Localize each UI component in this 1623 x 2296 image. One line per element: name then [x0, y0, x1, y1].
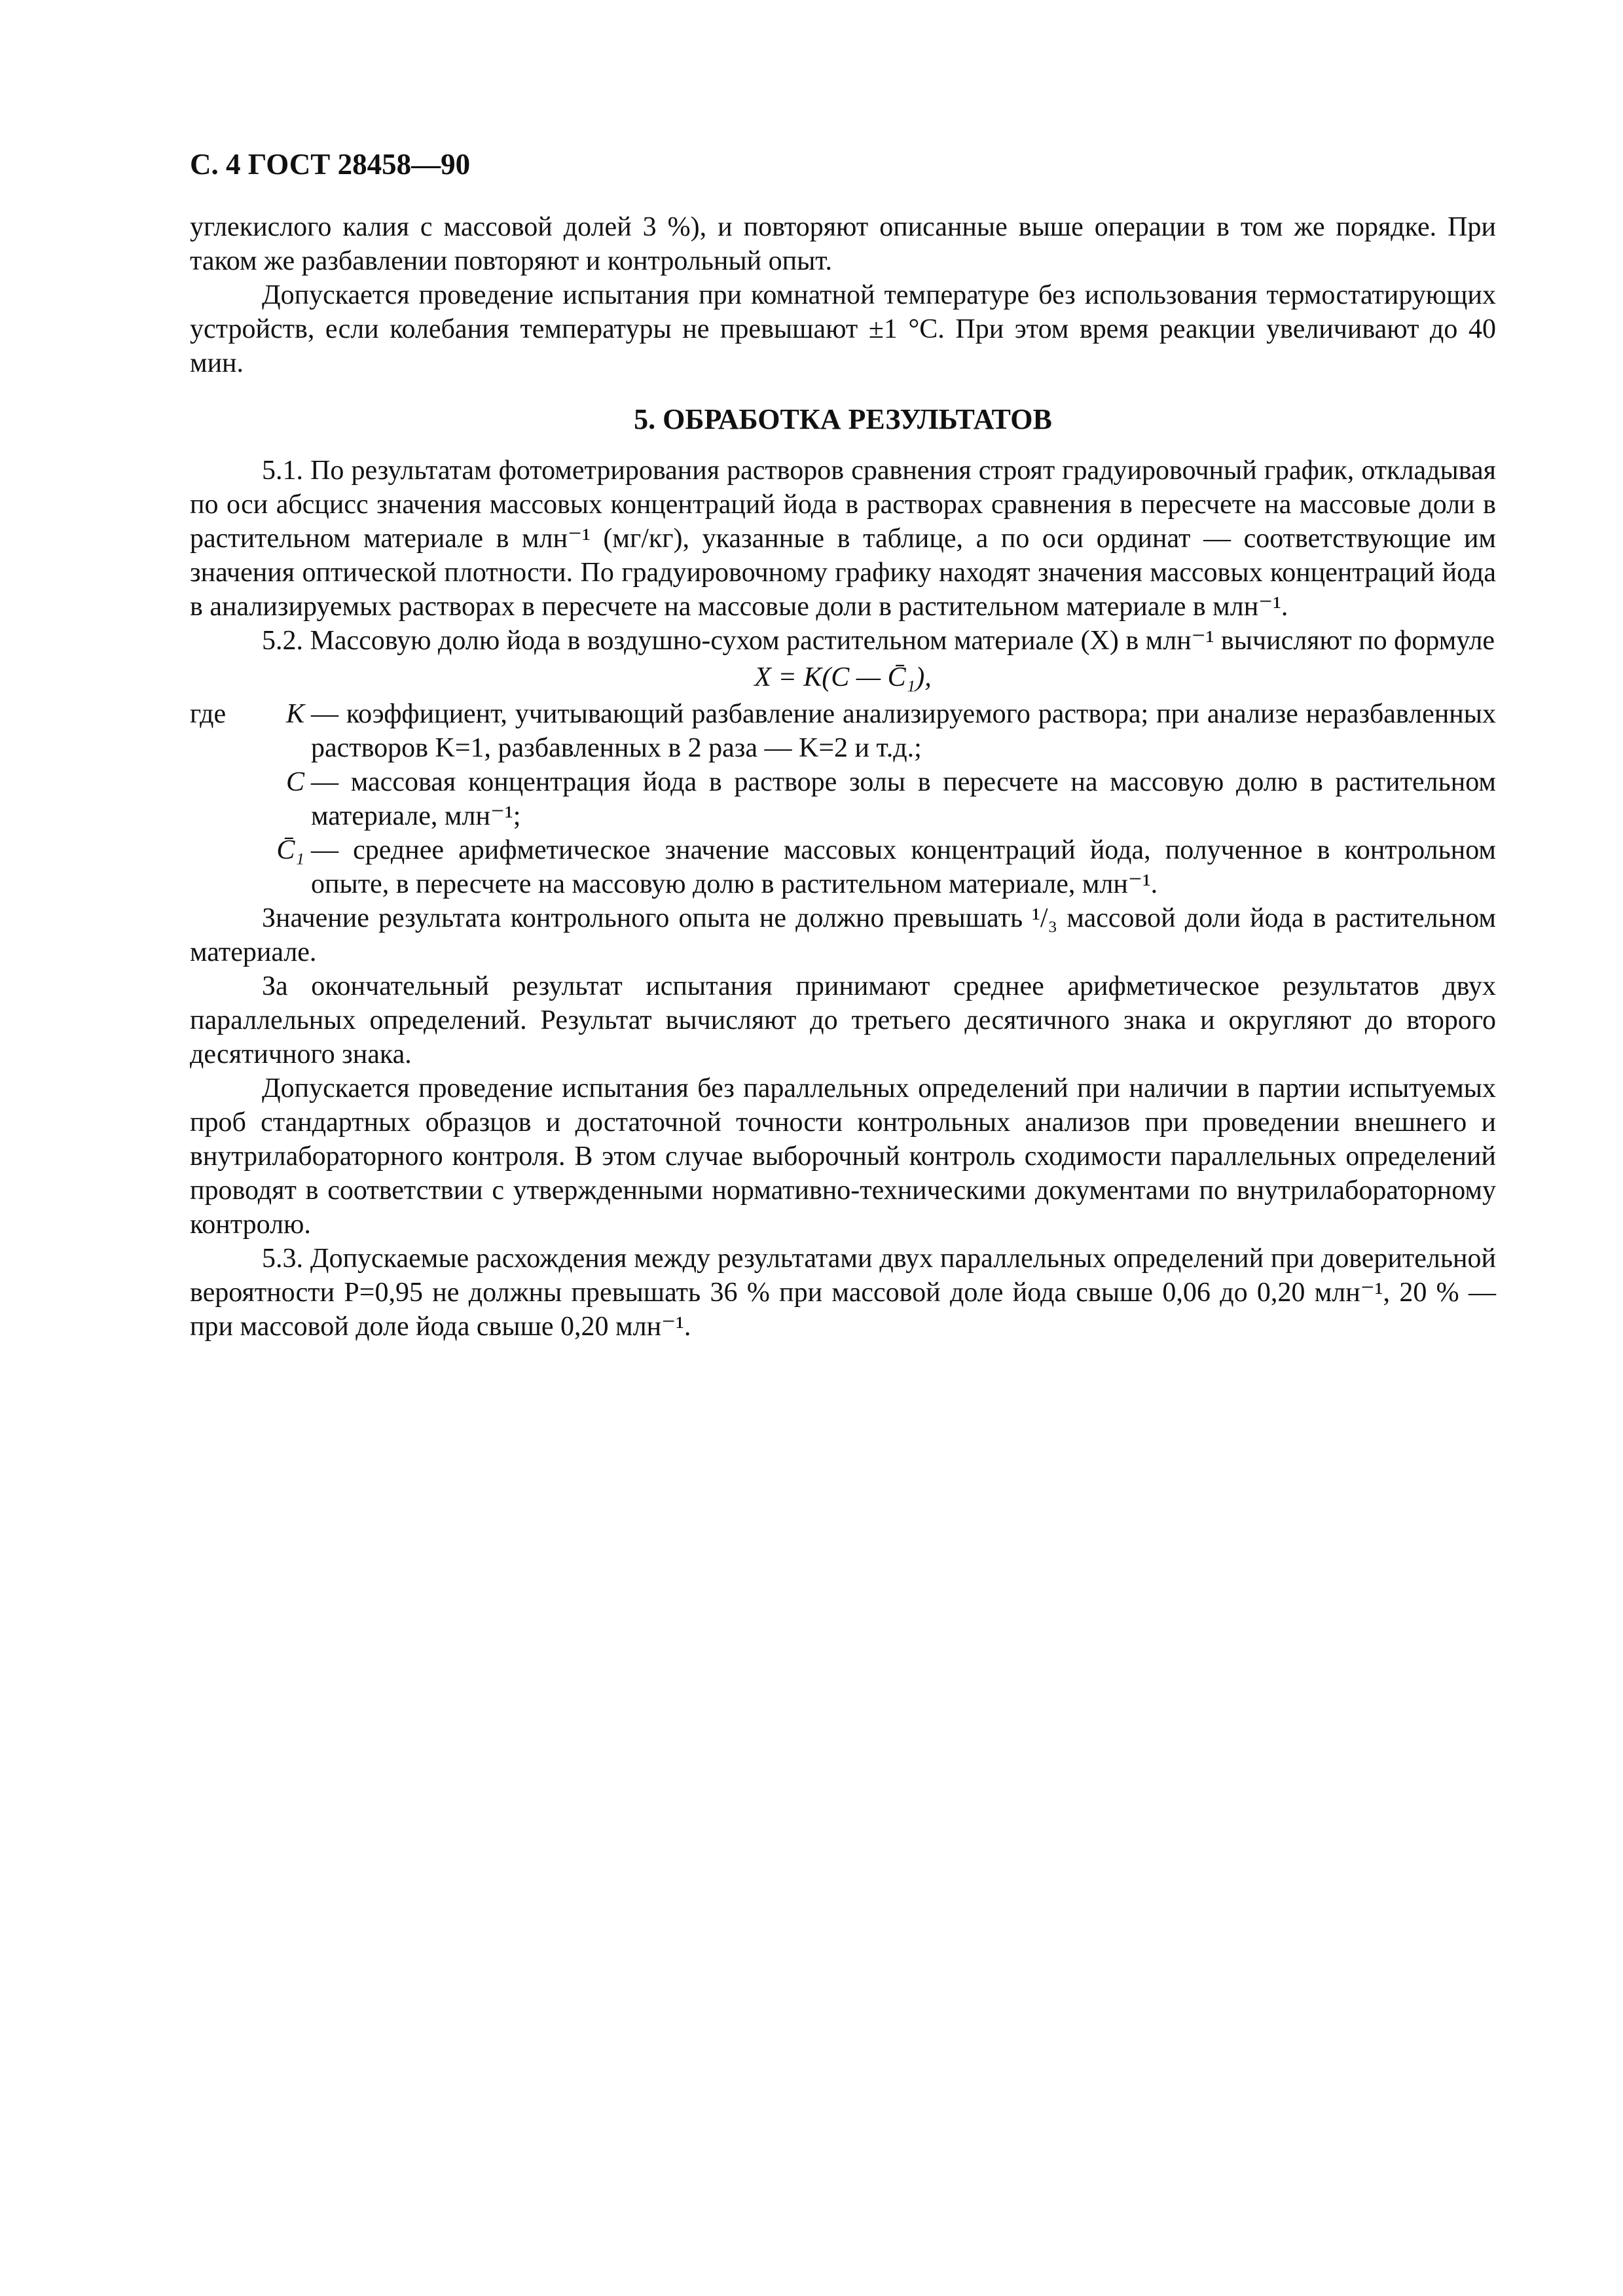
definition-text: — массовая концентрация йода в растворе золы в пересчете на массовую долю в растительном материале, млн⁻¹; — [311, 767, 1496, 831]
definition-symbol: C̄₁ — [276, 835, 304, 865]
definition-symbol: K — [285, 699, 304, 729]
definition-row-c1 — [190, 833, 1496, 901]
formula: X = K(C — C̄₁), — [754, 662, 932, 692]
page-header: С. 4 ГОСТ 28458—90 — [190, 148, 471, 181]
document-page — [190, 147, 1496, 1344]
definition-symbol: C — [285, 767, 304, 797]
paragraph-final-result: За окончательный результат испытания принимают среднее арифметическое результатов двух параллельных определений. Результат вычисляют до третьего десятичного знака и округляют до второго десятичного знака. — [190, 971, 1496, 1069]
definition-text: — коэффициент, учитывающий разбавление анализируемого раствора; при анализе неразбавленных растворов K=1, разбавленных в 2 раза — K=2 и т.д.; — [311, 699, 1496, 763]
definition-row-k — [190, 697, 1496, 765]
paragraph-intro-2: Допускается проведение испытания при комнатной температуре без использования термостатирующих устройств, если колебания температуры не превышают ±1 °С. При этом время реакции увеличивают до 40 мин. — [190, 280, 1496, 378]
paragraph-5-2: 5.2. Массовую долю йода в воздушно-сухом растительном материале (X) в млн⁻¹ вычисляют по формуле — [262, 626, 1495, 656]
definition-text: — среднее арифметическое значение массовых концентраций йода, полученное в контрольном опыте, в пересчете на массовую долю в растительном материале, млн⁻¹. — [311, 835, 1496, 899]
where-label: где — [190, 699, 227, 729]
paragraph-5-1: 5.1. По результатам фотометрирования растворов сравнения строят градуировочный график, откладывая по оси абсцисс значения массовых концентраций йода в растворах сравнения в пересчете на массовые доли в растительном материале в млн⁻¹ (мг/кг), указанные в таблице, а по оси ординат — соответствующие им значения оптической плотности. По градуировочному графику находят значения массовых концентраций йода в анализируемых растворах в пересчете на массовые доли в растительном материале в млн⁻¹. — [190, 456, 1496, 622]
section-title: 5. ОБРАБОТКА РЕЗУЛЬТАТОВ — [634, 403, 1052, 435]
paragraph-intro-1: углекислого калия с массовой долей 3 %), и повторяют описанные выше операции в том же порядке. При таком же разбавлении повторяют и контрольный опыт. — [190, 212, 1496, 276]
paragraph-5-3: 5.3. Допускаемые расхождения между результатами двух параллельных определений при доверительной вероятности P=0,95 не должны превышать 36 % при массовой доле йода свыше 0,06 до 0,20 млн⁻¹, 20 % — при массовой доле йода свыше 0,20 млн⁻¹. — [190, 1244, 1496, 1342]
paragraph-allowed: Допускается проведение испытания без параллельных определений при наличии в партии испытуемых проб стандартных образцов и достаточной точности контрольных анализов при проведении внешнего и внутрилабораторного контроля. В этом случае выборочный контроль сходимости параллельных определений проводят в соответствии с утвержденными нормативно-техническими документами по внутрилабораторному контролю. — [190, 1073, 1496, 1240]
definition-row-c — [190, 765, 1496, 833]
paragraph-control: Значение результата контрольного опыта не должно превышать ¹/₃ массовой доли йода в растительном материале. — [190, 903, 1496, 967]
